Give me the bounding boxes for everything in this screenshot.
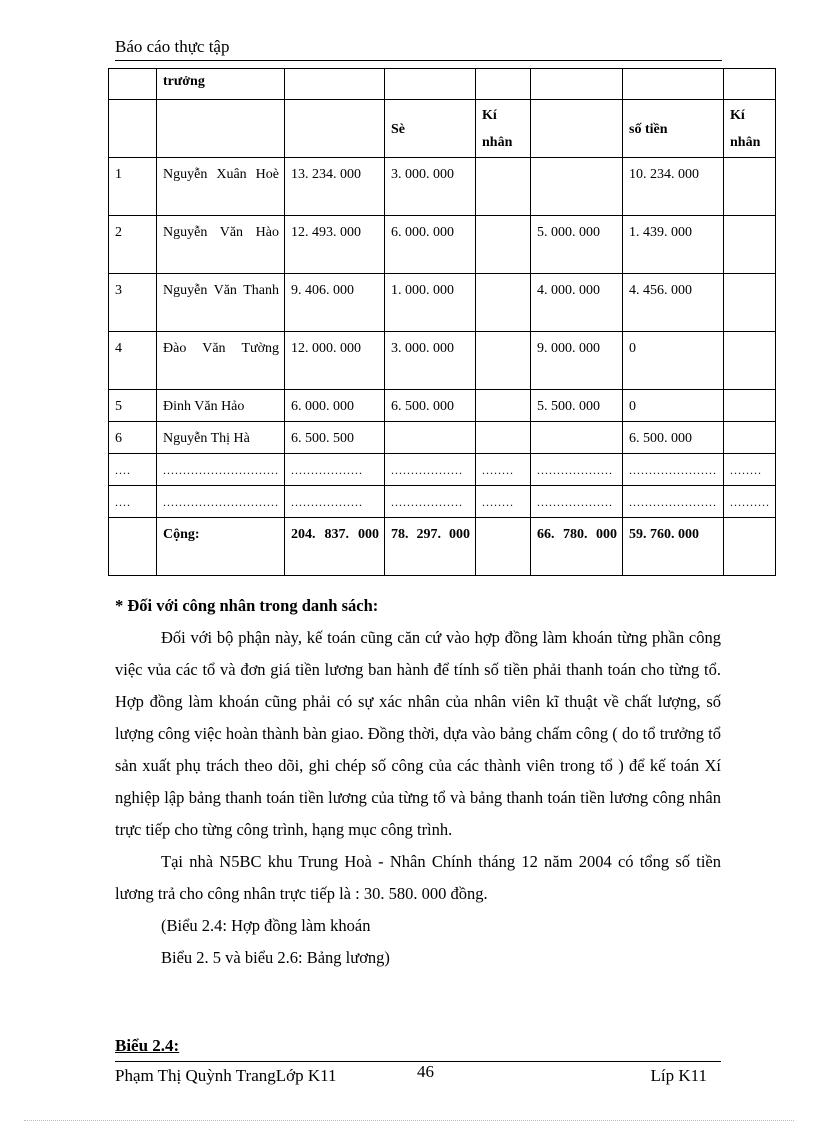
- table-header-cell: Kí nhân: [724, 100, 776, 158]
- table-row-subheader: [109, 100, 776, 158]
- table-cell: [724, 422, 776, 454]
- table-cell: 6: [109, 422, 157, 454]
- table-cell: [724, 274, 776, 332]
- table-cell: [476, 69, 531, 100]
- table-cell: 5: [109, 390, 157, 422]
- table-row: [109, 274, 776, 332]
- table-cell: [157, 100, 285, 158]
- table-cell: 3: [109, 274, 157, 332]
- table-cell: ........: [476, 486, 531, 518]
- table-cell: [531, 158, 623, 216]
- note-line: (Biểu 2.4: Hợp đồng làm khoán: [161, 916, 371, 935]
- table-cell: ...................: [531, 486, 623, 518]
- table-row: [109, 422, 776, 454]
- table-cell: 12. 493. 000: [285, 216, 385, 274]
- table-cell: [109, 100, 157, 158]
- table-header-cell: Kí nhân: [476, 100, 531, 158]
- table-cell: [385, 422, 476, 454]
- table-cell: ..................: [385, 486, 476, 518]
- table-cell: 10. 234. 000: [623, 158, 724, 216]
- table-row: [109, 216, 776, 274]
- table-cell: [476, 158, 531, 216]
- table-cell: Nguyễn Văn Thanh: [157, 274, 285, 332]
- table-header-cell: Sè: [385, 100, 476, 158]
- table-cell: Nguyễn Văn Hào: [157, 216, 285, 274]
- table-cell: [623, 69, 724, 100]
- page-footer: [115, 1061, 721, 1092]
- table-cell: 3. 000. 000: [385, 158, 476, 216]
- table-cell: [109, 518, 157, 576]
- table-cell: [724, 69, 776, 100]
- page-number: 46: [417, 1062, 434, 1081]
- table-row-total: [109, 518, 776, 576]
- total-cell: 78. 297. 000: [385, 518, 476, 576]
- table-cell: .............................: [157, 486, 285, 518]
- table-cell: ..................: [285, 486, 385, 518]
- table-cell: [724, 518, 776, 576]
- table-cell: 1. 000. 000: [385, 274, 476, 332]
- table-cell: ...................: [531, 454, 623, 486]
- table-cell: [531, 100, 623, 158]
- table-cell: [724, 158, 776, 216]
- table-cell: [724, 216, 776, 274]
- table-cell: ..................: [285, 454, 385, 486]
- table-cell: ..................: [385, 454, 476, 486]
- table-cell: [476, 332, 531, 390]
- table-cell: 6. 500. 500: [285, 422, 385, 454]
- page-divider: [24, 1120, 794, 1121]
- table-cell: 13. 234. 000: [285, 158, 385, 216]
- table-cell: Đào Văn Tường: [157, 332, 285, 390]
- table-cell: [476, 274, 531, 332]
- table-cell: [476, 422, 531, 454]
- table-cell: Nguyễn Xuân Hoè: [157, 158, 285, 216]
- table-cell: [476, 216, 531, 274]
- table-cell: .............................: [157, 454, 285, 486]
- table-row-top: [109, 69, 776, 100]
- salary-table: [108, 68, 776, 576]
- note-line: Biểu 2. 5 và biểu 2.6: Bảng lương): [161, 948, 390, 967]
- table-cell: 0: [623, 390, 724, 422]
- table-cell: [285, 69, 385, 100]
- table-cell: 6. 000. 000: [385, 216, 476, 274]
- table-cell: 6. 000. 000: [285, 390, 385, 422]
- table-cell: [531, 422, 623, 454]
- table-cell: [109, 69, 157, 100]
- table-cell: 0: [623, 332, 724, 390]
- table-cell: [476, 518, 531, 576]
- page-header: [115, 36, 722, 61]
- table-row: [109, 390, 776, 422]
- table-cell: trưởng: [157, 69, 285, 100]
- table-cell: [724, 390, 776, 422]
- table-cell: 4. 000. 000: [531, 274, 623, 332]
- table-cell: 12. 000. 000: [285, 332, 385, 390]
- figure-title: Biểu 2.4:: [115, 1036, 180, 1055]
- section-heading: * Đối với công nhân trong danh sách:: [115, 596, 379, 615]
- table-cell: ....: [109, 486, 157, 518]
- table-cell: 4: [109, 332, 157, 390]
- table-cell: Nguyễn Thị Hà: [157, 422, 285, 454]
- table-header-cell: số tiền: [623, 100, 724, 158]
- table-cell: [531, 69, 623, 100]
- footer-author: Phạm Thị Quỳnh TrangLớp K11: [115, 1066, 337, 1085]
- table-cell: 5. 000. 000: [531, 216, 623, 274]
- table-cell: 1. 439. 000: [623, 216, 724, 274]
- table-cell: 4. 456. 000: [623, 274, 724, 332]
- table-cell: [476, 390, 531, 422]
- table-cell: 3. 000. 000: [385, 332, 476, 390]
- table-row: [109, 158, 776, 216]
- table-row: [109, 332, 776, 390]
- paragraph: Tại nhà N5BC khu Trung Hoà - Nhân Chính tháng 12 năm 2004 có tổng số tiền lương trả cho công nhân trực tiếp là : 30. 580. 000 đồng.: [115, 852, 721, 903]
- table-cell: 1: [109, 158, 157, 216]
- table-cell: ....: [109, 454, 157, 486]
- table-row-ellipsis: [109, 486, 776, 518]
- table-cell: ..........: [724, 486, 776, 518]
- table-cell: ......................: [623, 454, 724, 486]
- body-text: [115, 590, 721, 974]
- table-cell: 5. 500. 000: [531, 390, 623, 422]
- total-label: Cộng:: [157, 518, 285, 576]
- table-cell: ......................: [623, 486, 724, 518]
- report-title: Báo cáo thực tập: [115, 37, 230, 56]
- table-cell: [285, 100, 385, 158]
- footer-class: Líp K11: [650, 1066, 707, 1085]
- table-cell: 6. 500. 000: [385, 390, 476, 422]
- table-cell: Đinh Văn Hảo: [157, 390, 285, 422]
- table-cell: 9. 000. 000: [531, 332, 623, 390]
- table-cell: ........: [724, 454, 776, 486]
- paragraph: Đối với bộ phận này, kế toán cũng căn cứ vào hợp đồng làm khoán từng phần công việc vủa các tổ và đơn giá tiền lương ban hành để tính số tiền phải thanh toán cho từng tổ. Hợp đồng làm khoán cũng phải có sự xác nhân của nhân viên kĩ thuật về chất lượng, số lượng công việc hoàn thành bàn giao. Đồng thời, dựa vào bảng chấm công ( do tổ trưởng tổ sản xuất phụ trách theo dõi, ghi chép số công của các thành viên trong tổ ) để kế toán Xí nghiệp lập bảng thanh toán tiền lương của từng tổ và bảng thanh toán tiền lương công nhân trực tiếp cho từng công trình, hạng mục công trình.: [115, 628, 721, 839]
- table-cell: 9. 406. 000: [285, 274, 385, 332]
- table-cell: ........: [476, 454, 531, 486]
- total-cell: 59. 760. 000: [623, 518, 724, 576]
- total-cell: 204. 837. 000: [285, 518, 385, 576]
- table-cell: [385, 69, 476, 100]
- table-cell: 6. 500. 000: [623, 422, 724, 454]
- total-cell: 66. 780. 000: [531, 518, 623, 576]
- table-row-ellipsis: [109, 454, 776, 486]
- table-cell: 2: [109, 216, 157, 274]
- table-cell: [724, 332, 776, 390]
